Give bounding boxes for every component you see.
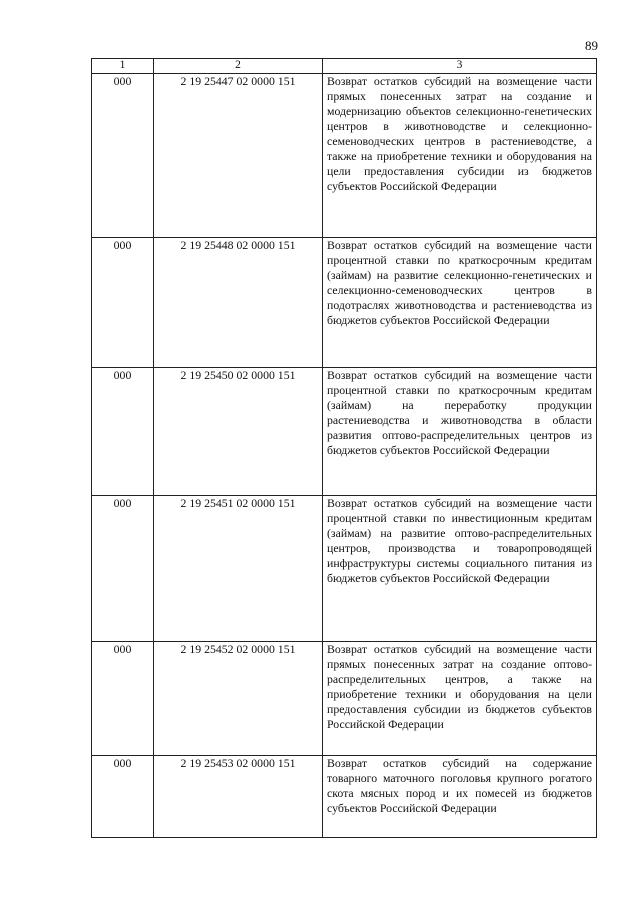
admin-code-cell: 000 — [92, 238, 154, 368]
budget-codes-table — [91, 58, 597, 838]
budget-code-cell: 2 19 25452 02 0000 151 — [154, 642, 323, 756]
table-row — [92, 238, 597, 368]
column-header-3: 3 — [323, 59, 597, 74]
table-row — [92, 74, 597, 238]
table-row — [92, 496, 597, 642]
description-cell: Возврат остатков субсидий на возмещение части прямых понесенных затрат на создание и модернизацию объектов селекционно-генетических центров в животноводстве и селекционно-семеноводческих центров в растениеводстве, а также на приобретение техники и оборудования на цели предоставления субсидии из бюджетов субъектов Российской Федерации — [323, 74, 597, 238]
admin-code-cell: 000 — [92, 756, 154, 838]
budget-code-cell: 2 19 25447 02 0000 151 — [154, 74, 323, 238]
admin-code-cell: 000 — [92, 368, 154, 496]
budget-code-cell: 2 19 25450 02 0000 151 — [154, 368, 323, 496]
column-header-1: 1 — [92, 59, 154, 74]
table-row — [92, 642, 597, 756]
description-cell: Возврат остатков субсидий на возмещение части процентной ставки по краткосрочным кредитам (займам) на переработку продукции растениеводства и животноводства в области развития оптово-распределительных центров из бюджетов субъектов Российской Федерации — [323, 368, 597, 496]
budget-code-cell: 2 19 25451 02 0000 151 — [154, 496, 323, 642]
column-header-2: 2 — [154, 59, 323, 74]
description-cell: Возврат остатков субсидий на содержание товарного маточного поголовья крупного рогатого скота мясных пород и их помесей из бюджетов субъектов Российской Федерации — [323, 756, 597, 838]
table-row — [92, 368, 597, 496]
budget-code-cell: 2 19 25453 02 0000 151 — [154, 756, 323, 838]
description-cell: Возврат остатков субсидий на возмещение части прямых понесенных затрат на создание оптово-распределительных центров, а также на приобретение техники и оборудования на цели предоставления субсидии из бюджетов субъектов Российской Федерации — [323, 642, 597, 756]
description-cell: Возврат остатков субсидий на возмещение части процентной ставки по инвестиционным кредитам (займам) на развитие оптово-распределительных центров, производства и товаропроводящей инфраструктуры системы социального питания из бюджетов субъектов Российской Федерации — [323, 496, 597, 642]
table-header-row — [92, 59, 597, 74]
admin-code-cell: 000 — [92, 642, 154, 756]
table-row — [92, 756, 597, 838]
admin-code-cell: 000 — [92, 74, 154, 238]
description-cell: Возврат остатков субсидий на возмещение части процентной ставки по краткосрочным кредитам (займам) на развитие селекционно-генетических и селекционно-семеноводческих центров в подотраслях животноводства и растениеводства из бюджетов субъектов Российской Федерации — [323, 238, 597, 368]
budget-code-cell: 2 19 25448 02 0000 151 — [154, 238, 323, 368]
admin-code-cell: 000 — [92, 496, 154, 642]
page-number: 89 — [585, 38, 598, 53]
